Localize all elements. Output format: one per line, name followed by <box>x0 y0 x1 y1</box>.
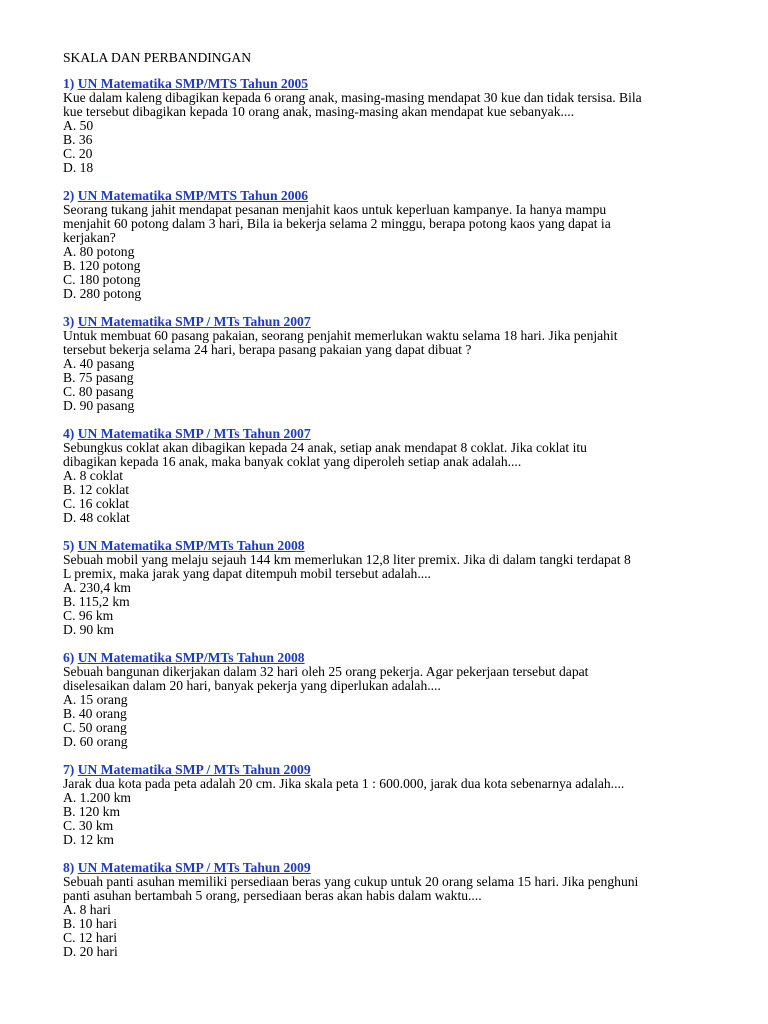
option-b: B. 10 hari <box>63 916 117 931</box>
question-line: Sebuah bangunan dikerjakan dalam 32 hari oleh 25 orang pekerja. Agar pekerjaan tersebut dapat <box>63 664 589 679</box>
source-link[interactable]: UN Matematika SMP/MTs Tahun 2008 <box>77 538 305 553</box>
question-number: 3) <box>63 314 75 329</box>
answer-options <box>63 469 713 525</box>
question-line: Seorang tukang jahit mendapat pesanan menjahit kaos untuk keperluan kampanye. Ia hanya mampu <box>63 202 607 217</box>
question-number: 8) <box>63 860 75 875</box>
question-header <box>63 315 713 329</box>
option-b: B. 40 orang <box>63 706 127 721</box>
question-line: Sebuah mobil yang melaju sejauh 144 km memerlukan 12,8 liter premix. Jika di dalam tangki terdapat 8 <box>63 552 631 567</box>
answer-options <box>63 581 713 637</box>
question-number: 5) <box>63 538 75 553</box>
question-line: kerjakan? <box>63 230 116 245</box>
question-text <box>63 777 713 791</box>
question-line: tersebut bekerja selama 24 hari, berapa pasang pakaian yang dapat dibuat ? <box>63 342 472 357</box>
option-b: B. 75 pasang <box>63 370 134 385</box>
question-header <box>63 539 713 553</box>
question-line: kue tersebut dibagikan kepada 10 orang anak, masing-masing akan mendapat kue sebanyak.... <box>63 104 575 119</box>
question-number: 2) <box>63 188 75 203</box>
source-link[interactable]: UN Matematika SMP / MTs Tahun 2007 <box>77 314 311 329</box>
question-text <box>63 665 713 693</box>
question-line: dibagikan kepada 16 anak, maka banyak coklat yang diperoleh setiap anak adalah.... <box>63 454 522 469</box>
option-d: D. 18 <box>63 160 94 175</box>
option-c: C. 30 km <box>63 818 114 833</box>
option-b: B. 120 potong <box>63 258 141 273</box>
option-b: B. 12 coklat <box>63 482 130 497</box>
question-header <box>63 427 713 441</box>
question-text <box>63 203 713 245</box>
question-2 <box>63 189 713 301</box>
option-c: C. 180 potong <box>63 272 141 287</box>
question-line: panti asuhan bertambah 5 orang, persediaan beras akan habis dalam waktu.... <box>63 888 482 903</box>
question-6 <box>63 651 713 749</box>
option-c: C. 12 hari <box>63 930 117 945</box>
source-link[interactable]: UN Matematika SMP / MTs Tahun 2009 <box>77 762 311 777</box>
option-b: B. 120 km <box>63 804 121 819</box>
option-a: A. 8 coklat <box>63 468 124 483</box>
source-link[interactable]: UN Matematika SMP / MTs Tahun 2009 <box>77 860 311 875</box>
question-3 <box>63 315 713 413</box>
answer-options <box>63 245 713 301</box>
question-5 <box>63 539 713 637</box>
question-number: 7) <box>63 762 75 777</box>
document-title: SKALA DAN PERBANDINGAN <box>63 50 252 65</box>
option-a: A. 1.200 km <box>63 790 131 805</box>
answer-options <box>63 791 713 847</box>
option-c: C. 96 km <box>63 608 114 623</box>
question-number: 6) <box>63 650 75 665</box>
option-b: B. 115,2 km <box>63 594 130 609</box>
question-line: Untuk membuat 60 pasang pakaian, seorang penjahit memerlukan waktu selama 18 hari. Jika penjahit <box>63 328 618 343</box>
question-header <box>63 77 713 91</box>
option-c: C. 16 coklat <box>63 496 130 511</box>
option-d: D. 20 hari <box>63 944 118 959</box>
question-line: diselesaikan dalam 20 hari, banyak pekerja yang diperlukan adalah.... <box>63 678 441 693</box>
option-a: A. 8 hari <box>63 902 111 917</box>
source-link[interactable]: UN Matematika SMP / MTs Tahun 2007 <box>77 426 311 441</box>
question-line: Kue dalam kaleng dibagikan kepada 6 orang anak, masing-masing mendapat 30 kue dan tidak tersisa. Bila <box>63 90 642 105</box>
source-link[interactable]: UN Matematika SMP/MTS Tahun 2005 <box>77 76 309 91</box>
option-a: A. 40 pasang <box>63 356 135 371</box>
source-link[interactable]: UN Matematika SMP/MTs Tahun 2008 <box>77 650 305 665</box>
option-b: B. 36 <box>63 132 93 147</box>
question-text <box>63 441 713 469</box>
option-c: C. 50 orang <box>63 720 127 735</box>
answer-options <box>63 693 713 749</box>
option-d: D. 90 km <box>63 622 114 637</box>
answer-options <box>63 903 713 959</box>
question-4 <box>63 427 713 525</box>
question-line: menjahit 60 potong dalam 3 hari, Bila ia bekerja selama 2 minggu, berapa potong kaos yang dapat ia <box>63 216 611 231</box>
question-number: 4) <box>63 426 75 441</box>
answer-options <box>63 119 713 175</box>
option-a: A. 50 <box>63 118 94 133</box>
question-text <box>63 553 713 581</box>
option-a: A. 15 orang <box>63 692 128 707</box>
option-c: C. 80 pasang <box>63 384 134 399</box>
question-text <box>63 329 713 357</box>
question-header <box>63 763 713 777</box>
answer-options <box>63 357 713 413</box>
option-d: D. 90 pasang <box>63 398 135 413</box>
option-d: D. 60 orang <box>63 734 128 749</box>
question-number: 1) <box>63 76 75 91</box>
question-header <box>63 651 713 665</box>
option-d: D. 280 potong <box>63 286 142 301</box>
option-c: C. 20 <box>63 146 93 161</box>
question-text <box>63 875 713 903</box>
source-link[interactable]: UN Matematika SMP/MTS Tahun 2006 <box>77 188 309 203</box>
option-a: A. 230,4 km <box>63 580 131 595</box>
question-text <box>63 91 713 119</box>
option-a: A. 80 potong <box>63 244 135 259</box>
question-header <box>63 861 713 875</box>
question-line: L premix, maka jarak yang dapat ditempuh mobil tersebut adalah.... <box>63 566 431 581</box>
question-1 <box>63 77 713 175</box>
option-d: D. 12 km <box>63 832 114 847</box>
question-line: Sebuah panti asuhan memiliki persediaan beras yang cukup untuk 20 orang selama 15 hari. Jika penghuni <box>63 874 639 889</box>
question-8 <box>63 861 713 959</box>
question-line: Jarak dua kota pada peta adalah 20 cm. Jika skala peta 1 : 600.000, jarak dua kota sebenarnya adalah.... <box>63 776 625 791</box>
option-d: D. 48 coklat <box>63 510 130 525</box>
question-7 <box>63 763 713 847</box>
question-header <box>63 189 713 203</box>
question-line: Sebungkus coklat akan dibagikan kepada 24 anak, setiap anak mendapat 8 coklat. Jika coklat itu <box>63 440 587 455</box>
